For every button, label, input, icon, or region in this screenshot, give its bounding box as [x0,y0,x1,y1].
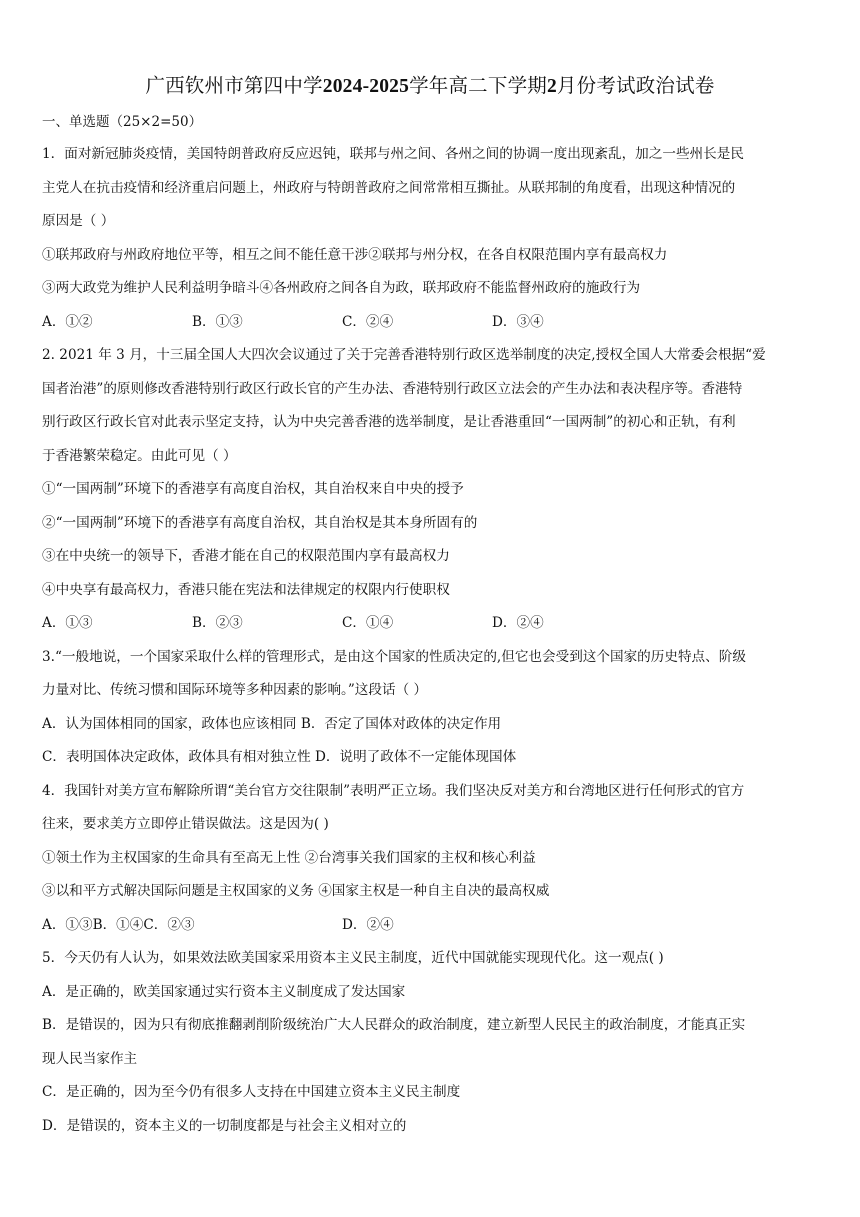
question-1-statement: ③两大政党为维护人民利益明争暗斗④各州政府之间各自为政，联邦政府不能监督州政府的施政行为 [42,280,641,296]
question-1-stem: 主党人在抗击疫情和经济重启问题上，州政府与特朗普政府之间常常相互撕扯。从联邦制的角度看，出现这种情况的 [42,179,736,196]
option-a: A．①③ [42,615,93,631]
question-2-options [42,607,832,641]
option-b: B．①③ [192,313,243,330]
question-5-stem: 5．今天仍有人认为，如果效法欧美国家采用资本主义民主制度，近代中国就能实现现代化。这一观点( ) [42,950,664,966]
title-part: 广西钦州市第四中学 [145,74,323,97]
question-4-statement: ①领土作为主权国家的生命具有至高无上性 ②台湾事关我们国家的主权和核心利益 [42,849,536,866]
question-2-stem: 别行政区行政长官对此表示坚定支持，认为中央完善香港的选举制度，是让香港重回“一国两制”的初心和正轨，有利 [42,414,736,430]
question-4-options [42,909,832,943]
option-a: A．是正确的，欧美国家通过实行资本主义制度成了发达国家 [42,983,406,1000]
option-d: D．②④ [342,916,394,933]
question-1-stem: 1．面对新冠肺炎疫情，美国特朗普政府反应迟钝，联邦与州之间、各州之间的协调一度出现紊乱，加之一些州长是民 [42,146,744,162]
option-d: D．是错误的，资本主义的一切制度都是与社会主义相对立的 [42,1117,407,1134]
question-3-stem: 力量对比、传统习惯和国际环境等多种因素的影响。”这段话（ ） [42,682,428,698]
question-4-stem: 往来，要求美方立即停止错误做法。这是因为( ) [42,816,329,832]
option-b: B．②③ [192,615,243,631]
title-part: 月份考试政治试卷 [556,74,715,97]
option-c: C．②④ [342,313,394,330]
question-2-statement: ②“一国两制”环境下的香港享有高度自治权，其自治权是其本身所固有的 [42,514,478,531]
section-heading: 一、单选题（25×2=50） [42,114,203,130]
question-1-statement: ①联邦政府与州政府地位平等，相互之间不能任意干涉②联邦与州分权，在各自权限范围内享有最高权力 [42,246,668,263]
option-abc: A．①③B．①④C．②③ [42,916,195,933]
question-3-options-cd: C．表明国体决定政体，政体具有相对独立性 D．说明了政体不一定能体现国体 [42,749,517,765]
question-2-statement: ③在中央统一的领导下，香港才能在自己的权限范围内享有最高权力 [42,548,450,564]
title-month: 2 [546,76,557,97]
question-1-options [42,306,832,340]
question-2-stem: 2. 2021 年 3 月，十三届全国人大四次会议通过了关于完善香港特别行政区选举制度的决定,授权全国人大常委会根据“爱 [42,347,766,363]
questions [42,138,832,1143]
option-d: D．③④ [492,313,544,330]
question-3-stem: 3.“一般地说，一个国家采取什么样的管理形式，是由这个国家的性质决定的,但它也会受到这个国家的历史特点、阶级 [42,648,746,665]
option-a: A．①② [42,313,93,330]
title-year: 2024-2025 [322,76,410,97]
option-c: C．是正确的，因为至今仍有很多人支持在中国建立资本主义民主制度 [42,1084,461,1100]
question-4-statement: ③以和平方式解决国际问题是主权国家的义务 ④国家主权是一种自主自决的最高权威 [42,883,550,899]
question-2-stem: 于香港繁荣稳定。由此可见（ ） [42,447,237,464]
question-2-statement: ④中央享有最高权力，香港只能在宪法和法律规定的权限内行使职权 [42,581,450,598]
exam-title [0,70,860,98]
question-1-stem: 原因是（ ） [42,213,115,229]
option-d: D．②④ [492,615,544,631]
question-4-stem: 4．我国针对美方宣布解除所谓“美台官方交往限制”表明严正立场。我们坚决反对美方和台湾地区进行任何形式的官方 [42,782,745,799]
question-2-statement: ①“一国两制”环境下的香港享有高度自治权，其自治权来自中央的授予 [42,481,464,497]
question-2-stem: 国者治港”的原则修改香港特别行政区行政长官的产生办法、香港特别行政区立法会的产生办法和表决程序等。香港特 [42,380,743,397]
question-3-options-ab: A．认为国体相同的国家，政体也应该相同 B．否定了国体对政体的决定作用 [42,715,502,732]
option-b-continued: 现人民当家作主 [42,1050,138,1067]
title-part: 学年高二下学期 [409,74,547,97]
option-c: C．①④ [342,615,394,631]
option-b: B．是错误的，因为只有彻底推翻剥削阶级统治广大人民群众的政治制度，建立新型人民民主的政治制度，才能真正实 [42,1017,746,1033]
